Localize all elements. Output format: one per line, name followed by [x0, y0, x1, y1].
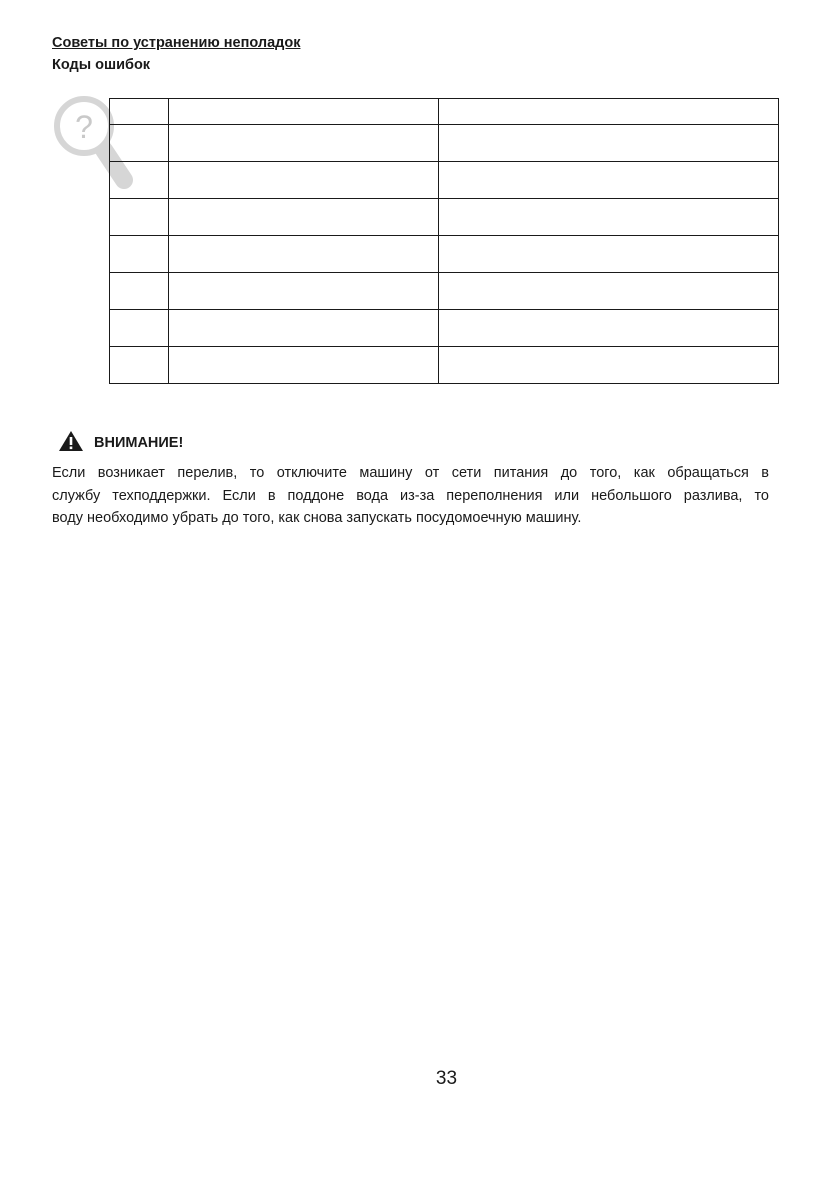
solution-cell — [439, 199, 779, 236]
warning-title: ВНИМАНИЕ! — [94, 435, 184, 451]
svg-text:?: ? — [75, 109, 93, 145]
problem-cell — [169, 162, 439, 199]
problem-cell — [169, 199, 439, 236]
code-cell — [110, 99, 169, 125]
table-row — [110, 99, 779, 125]
table-row — [110, 273, 779, 310]
problem-cell — [169, 236, 439, 273]
table-row — [110, 199, 779, 236]
warning-line: Если возникает перелив, то отключите машину от сети питания до того, как обращаться в — [52, 465, 769, 481]
warning-line: службу техподдержки. Если в поддоне вода из-за переполнения или небольшого разлива, то — [52, 487, 769, 504]
page-number: 33 — [435, 1068, 458, 1089]
solution-cell — [439, 162, 779, 199]
solution-cell — [439, 310, 779, 347]
warning-triangle-icon — [58, 430, 84, 452]
table-row — [110, 347, 779, 384]
warning-text — [52, 462, 769, 530]
table-row — [110, 162, 779, 199]
code-cell — [110, 236, 169, 273]
table-row — [110, 125, 779, 162]
solution-cell — [439, 347, 779, 384]
problem-cell — [169, 273, 439, 310]
code-cell — [110, 125, 169, 162]
error-codes-table — [109, 98, 779, 384]
warning-line: воду необходимо убрать до того, как снова запускать посудомоечную машину. — [52, 510, 582, 526]
warning-header — [58, 430, 183, 452]
problem-cell — [169, 99, 439, 125]
solution-cell — [439, 125, 779, 162]
section-subtitle: Коды ошибок — [52, 57, 151, 73]
solution-cell — [439, 273, 779, 310]
code-cell — [110, 162, 169, 199]
page-title: Советы по устранению неполадок — [52, 35, 301, 51]
problem-cell — [169, 125, 439, 162]
code-cell — [110, 347, 169, 384]
code-cell — [110, 199, 169, 236]
problem-cell — [169, 347, 439, 384]
code-cell — [110, 273, 169, 310]
problem-cell — [169, 310, 439, 347]
solution-cell — [439, 236, 779, 273]
solution-cell — [439, 99, 779, 125]
table-row — [110, 236, 779, 273]
table-row — [110, 310, 779, 347]
code-cell — [110, 310, 169, 347]
